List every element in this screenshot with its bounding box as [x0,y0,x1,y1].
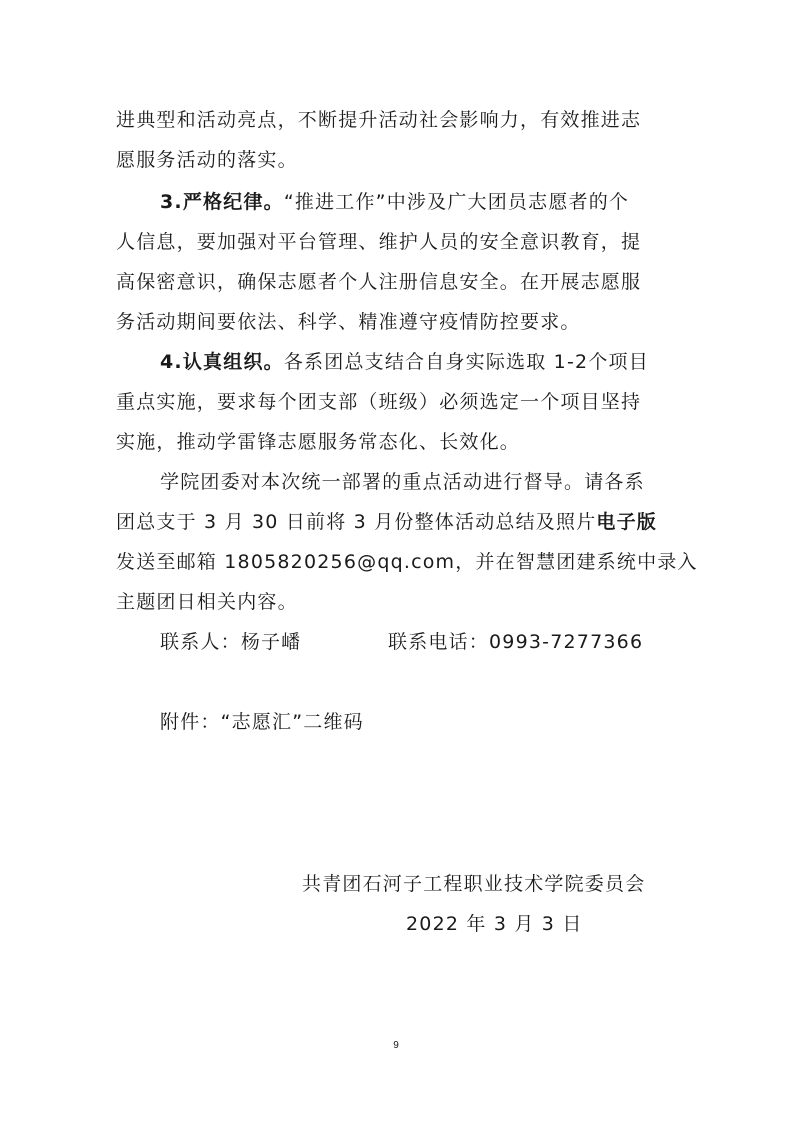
closing-line-2 [0,510,792,534]
contact-person-label: 联系人： [160,631,241,653]
signature-organization: 共青团石河子工程职业技术学院委员会 [302,873,646,895]
page-number: 9 [393,1040,399,1051]
paragraph-line: 主题团日相关内容。 [116,591,298,613]
attachment-line: 附件：“志愿汇”二维码 [160,711,364,733]
signature-date: 2022 年 3 月 3 日 [406,913,583,935]
item4-first-line [0,350,792,374]
closing-text: 团总支于 3 月 30 日前将 3 月份整体活动总结及照片 [116,511,597,533]
item4-heading: 4.认真组织。 [160,351,284,373]
paragraph-line: 学院团委对本次统一部署的重点活动进行督导。请各系 [160,471,645,493]
contact-phone-number: 0993-7277366 [489,631,644,653]
paragraph-line: 高保密意识，确保志愿者个人注册信息安全。在开展志愿服 [116,271,642,293]
paragraph-line: 进典型和活动亮点，不断提升活动社会影响力，有效推进志 [116,109,642,131]
contact-phone-label: 联系电话： [388,631,490,653]
paragraph-line: 务活动期间要依法、科学、精准遵守疫情防控要求。 [116,311,581,333]
electronic-version-label: 电子版 [596,511,658,533]
paragraph-line: 发送至邮箱 1805820256@qq.com，并在智慧团建系统中录入 [116,551,698,573]
contact-person-name: 杨子嶓 [240,631,302,653]
paragraph-line: 愿服务活动的落实。 [116,149,298,171]
paragraph-line: 人信息，要加强对平台管理、维护人员的安全意识教育，提 [116,231,642,253]
contact-phone-line [0,630,792,654]
item3-text: “推进工作”中涉及广大团员志愿者的个 [283,191,630,213]
item3-heading: 3.严格纪律。 [160,191,284,213]
paragraph-line: 重点实施，要求每个团支部（班级）必须选定一个项目坚持 [116,391,642,413]
item4-text: 各系团总支结合自身实际选取 1-2个项目 [283,351,649,373]
paragraph-line: 实施，推动学雷锋志愿服务常态化、长效化。 [116,431,521,453]
item3-first-line [0,190,792,214]
